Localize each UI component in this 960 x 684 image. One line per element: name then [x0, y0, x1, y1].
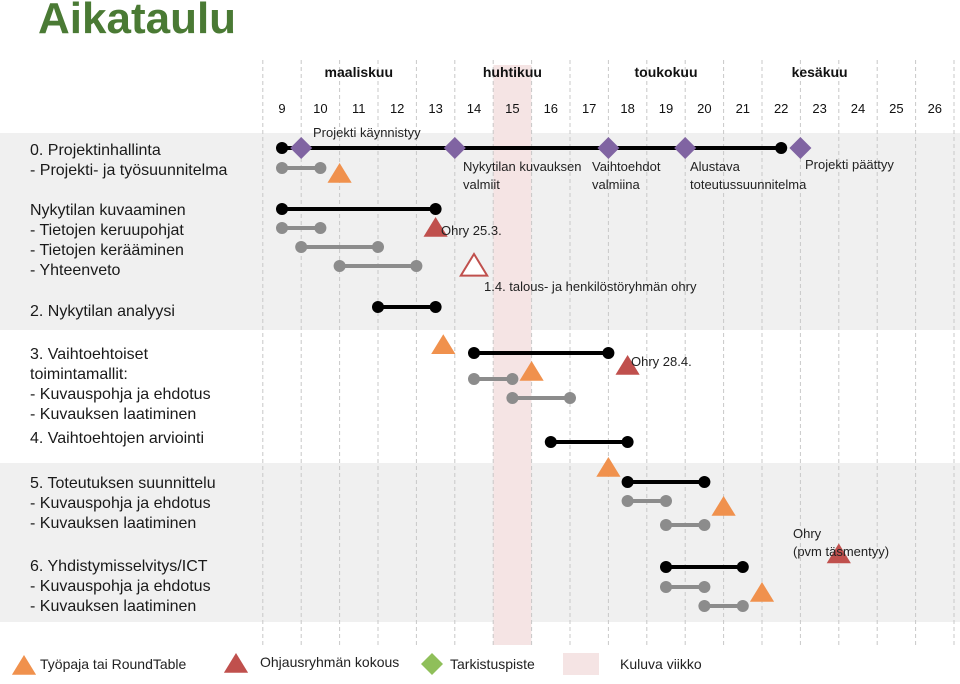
task-group-label: 5. Toteutuksen suunnittelu - Kuvauspohja ja ehdotus - Kuvauksen laatiminen [30, 475, 216, 532]
task-group-label: Nykytilan kuvaaminen - Tietojen keruupohjat - Tietojen kerääminen - Yhteenveto [30, 202, 186, 279]
bar-start-dot [334, 260, 346, 272]
week-number: 16 [543, 101, 559, 116]
bar-start-dot [660, 519, 672, 531]
legend-item-label: Työpaja tai RoundTable [40, 656, 187, 672]
bar-end-dot [372, 241, 384, 253]
bar-end-dot [698, 581, 710, 593]
bar-start-dot [276, 162, 288, 174]
month-label: huhtikuu [482, 64, 542, 80]
month-label: maaliskuu [324, 64, 394, 80]
week-number: 19 [658, 101, 674, 116]
bar-start-dot [468, 373, 480, 385]
month-label: toukokuu [634, 64, 698, 80]
task-group-label: 4. Vaihtoehtojen arviointi [30, 430, 205, 447]
bar-end-dot [506, 373, 518, 385]
bar-end-dot [314, 162, 326, 174]
bar-end-dot [314, 222, 326, 234]
bar-end-dot [564, 392, 576, 404]
bar-start-dot [276, 142, 288, 154]
legend-checkpoint-icon [421, 653, 443, 675]
week-number: 14 [466, 101, 482, 116]
bar-end-dot [737, 561, 749, 573]
milestone-annotation: Vaihtoehdot valmiina [592, 159, 661, 192]
legend-item-label: Kuluva viikko [620, 656, 702, 672]
bar-start-dot [468, 347, 480, 359]
legend-steering-icon [224, 653, 248, 673]
bar-end-dot [602, 347, 614, 359]
bar-end-dot [430, 301, 442, 313]
workshop-triangle [431, 334, 455, 354]
milestone-annotation: Ohry 25.3. [441, 223, 502, 238]
bar-end-dot [737, 600, 749, 612]
week-number: 26 [927, 101, 943, 116]
week-number: 13 [428, 101, 443, 116]
bar-start-dot [276, 203, 288, 215]
week-number: 10 [313, 101, 328, 116]
week-number: 25 [889, 101, 904, 116]
bar-start-dot [372, 301, 384, 313]
week-number: 11 [352, 101, 366, 116]
legend-workshop-icon [12, 655, 36, 675]
week-number: 24 [850, 101, 866, 116]
bar-start-dot [622, 495, 634, 507]
milestone-annotation: 1.4. talous- ja henkilöstöryhmän ohry [484, 279, 697, 294]
week-number: 21 [735, 101, 751, 116]
legend-item-label: Tarkistuspiste [450, 656, 535, 672]
bar-end-dot [660, 495, 672, 507]
page-title: Aikataulu [38, 0, 237, 43]
legend-item-label: Ohjausryhmän kokous [260, 654, 400, 670]
week-number: 18 [620, 101, 635, 116]
task-group-label: 6. Yhdistymisselvitys/ICT - Kuvauspohja ja ehdotus - Kuvauksen laatiminen [30, 558, 211, 615]
bar-end-dot [430, 203, 442, 215]
legend-current-week-swatch [563, 653, 599, 675]
week-number: 15 [505, 101, 520, 116]
bar-end-dot [622, 436, 634, 448]
milestone-annotation: Ohry 28.4. [631, 354, 692, 369]
milestone-annotation: Ohry (pvm täsmentyy) [793, 526, 890, 559]
bar-start-dot [660, 581, 672, 593]
bar-end-dot [775, 142, 787, 154]
bar-end-dot [698, 519, 710, 531]
bar-start-dot [622, 476, 634, 488]
week-number: 23 [812, 101, 827, 116]
bar-start-dot [698, 600, 710, 612]
milestone-annotation: Nykytilan kuvauksen valmiit [463, 159, 582, 192]
bar-start-dot [545, 436, 557, 448]
task-group-label: 2. Nykytilan analyysi [30, 303, 175, 320]
task-group-label: 3. Vaihtoehtoiset toimintamallit: - Kuvauspohja ja ehdotus - Kuvauksen laatiminen [30, 346, 211, 423]
month-label: kesäkuu [791, 64, 848, 80]
milestone-annotation: Projekti käynnistyy [313, 125, 421, 140]
task-group-label: 0. Projektinhallinta - Projekti- ja työsuunnitelma [30, 142, 228, 179]
week-number: 17 [581, 101, 597, 116]
week-number: 12 [389, 101, 405, 116]
bar-start-dot [295, 241, 307, 253]
milestone-annotation: Projekti päättyy [805, 157, 894, 172]
bar-start-dot [660, 561, 672, 573]
bar-end-dot [698, 476, 710, 488]
week-number: 20 [697, 101, 712, 116]
bar-start-dot [506, 392, 518, 404]
milestone-annotation: Alustava toteutussuunnitelma [690, 159, 807, 192]
bar-end-dot [410, 260, 422, 272]
bar-start-dot [276, 222, 288, 234]
week-number: 9 [278, 101, 286, 116]
week-number: 22 [773, 101, 789, 116]
